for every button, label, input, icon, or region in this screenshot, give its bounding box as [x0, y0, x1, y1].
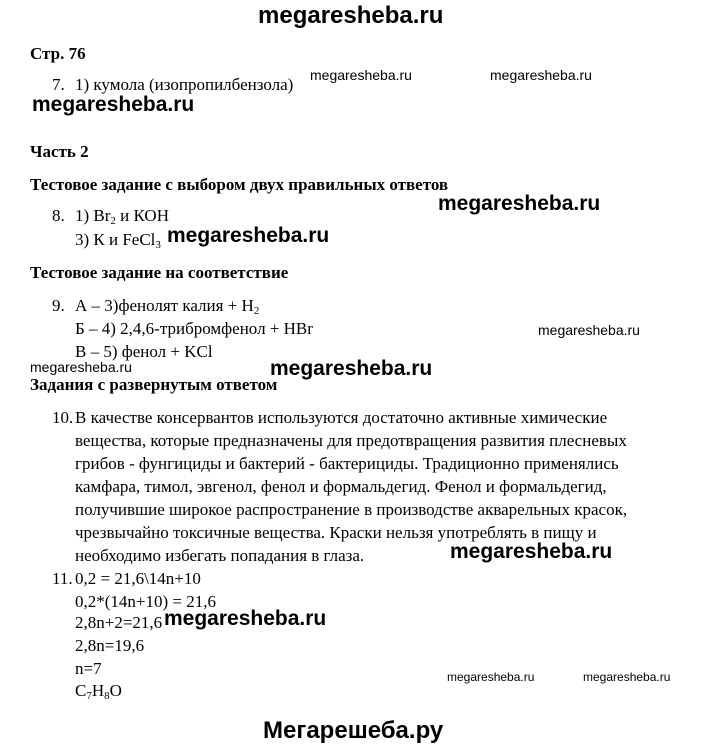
q11-formula: $C_7H_8O$	[75, 681, 122, 702]
q10-text-line: камфара, тимол, эвгенол, фенол и формальдегид. Фенол и формальдегид,	[75, 477, 607, 496]
q11-step: 2,8n=19,6	[75, 636, 145, 655]
q11-step: 0,2 = 21,6\14n+10	[75, 569, 201, 588]
q9-match-a: А – 3)фенолят калия + $Н_2$	[75, 296, 260, 317]
watermark: megaresheba.ru	[490, 67, 592, 83]
q10-text-line: получившие широкое распространение в производстве акварельных красок,	[75, 500, 628, 519]
q10-text-line: вещества, которые предназначены для предотвращения развития плесневых	[75, 431, 627, 450]
q8-answer-2: 3) К и FeCl$_3$	[75, 230, 161, 251]
footer-site-logo: Мегарешеба.ру	[263, 717, 444, 744]
q10-text-line: В качестве консервантов используются достаточно активные химические	[75, 408, 608, 427]
q9-match-c: В – 5) фенол + KCl	[75, 342, 213, 361]
q9-match-b: Б – 4) 2,4,6-трибромфенол + HBr	[75, 319, 313, 338]
watermark: megaresheba.ru	[583, 670, 671, 684]
header-site-logo: megaresheba.ru	[258, 2, 444, 29]
q10-text-line: необходимо избегать попадания в глаза.	[75, 546, 365, 565]
watermark: megaresheba.ru	[32, 93, 195, 116]
q7-answer: 1) кумола (изопропилбензола)	[75, 75, 294, 94]
part-title: Часть 2	[30, 142, 89, 161]
watermark: megaresheba.ru	[30, 359, 132, 375]
watermark: megaresheba.ru	[270, 357, 433, 380]
watermark: megaresheba.ru	[450, 540, 613, 563]
watermark: megaresheba.ru	[447, 670, 535, 684]
q9-number: 9.	[52, 296, 65, 315]
section-title-matching: Тестовое задание на соответствие	[30, 263, 289, 282]
page-label: Стр. 76	[30, 44, 86, 63]
q8-answer-1: 1) $Br_2$ и КОН	[75, 206, 169, 227]
q11-step: 0,2*(14n+10) = 21,6	[75, 592, 216, 611]
q7-number: 7.	[52, 75, 65, 94]
q11-step: n=7	[75, 659, 102, 678]
q11-number: 11.	[52, 569, 73, 588]
watermark: megaresheba.ru	[538, 322, 640, 338]
watermark: megaresheba.ru	[164, 607, 327, 630]
q10-text-line: чрезвычайно токсичные вещества. Краски нельзя употреблять в пищу и	[75, 523, 597, 542]
q8-number: 8.	[52, 206, 65, 225]
q10-text-line: грибов - фунгициды и бактерий - бактерициды. Традиционно применялись	[75, 454, 619, 473]
q10-number: 10.	[52, 408, 74, 427]
q11-step: 2,8n+2=21,6	[75, 613, 163, 632]
section-title-two-answers: Тестовое задание с выбором двух правильных ответов	[30, 175, 449, 194]
watermark: megaresheba.ru	[438, 192, 601, 215]
watermark: megaresheba.ru	[167, 224, 330, 247]
watermark: megaresheba.ru	[310, 67, 412, 83]
section-title-extended: Задания с развернутым ответом	[30, 375, 278, 394]
